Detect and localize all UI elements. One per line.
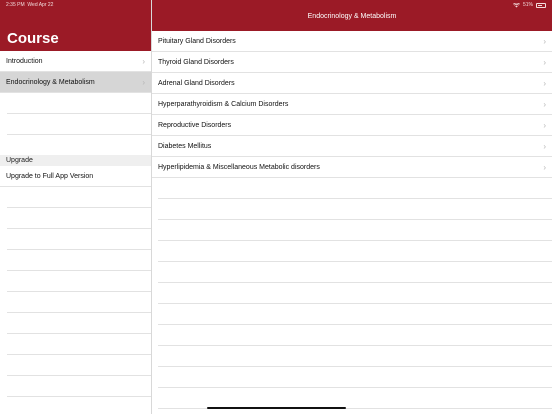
empty-row <box>158 325 552 346</box>
list-item-label: Hyperparathyroidism & Calcium Disorders <box>158 101 289 108</box>
list-item-label: Pituitary Gland Disorders <box>158 38 236 45</box>
section-header-upgrade: Upgrade <box>0 155 151 166</box>
list-item-label: Reproductive Disorders <box>158 122 232 129</box>
empty-row <box>7 271 151 292</box>
sidebar-item-label: Introduction <box>6 58 43 65</box>
status-date: Wed Apr 22 <box>27 2 54 8</box>
empty-row <box>7 250 151 271</box>
detail-pane <box>152 0 552 414</box>
list-item-thyroid[interactable] <box>152 52 552 73</box>
empty-row <box>158 304 552 325</box>
battery-percent: 51% <box>522 2 533 8</box>
list-item-label: Thyroid Gland Disorders <box>158 59 234 66</box>
wifi-icon <box>513 3 520 8</box>
empty-row <box>158 283 552 304</box>
empty-row <box>158 199 552 220</box>
empty-row <box>158 262 552 283</box>
empty-row <box>158 178 552 199</box>
list-item-hyperlipidemia[interactable] <box>152 157 552 178</box>
page-title: Endocrinology & Metabolism <box>307 13 397 20</box>
chevron-right-icon: › <box>543 58 546 67</box>
status-time <box>6 0 53 10</box>
empty-row <box>7 292 151 313</box>
list-item-label: Adrenal Gland Disorders <box>158 80 235 87</box>
empty-row <box>7 208 151 229</box>
status-bar <box>0 0 552 10</box>
list-item-hyperparathyroidism[interactable] <box>152 94 552 115</box>
status-clock: 2:35 PM <box>6 2 25 8</box>
empty-row <box>158 367 552 388</box>
list-item-pituitary[interactable] <box>152 31 552 52</box>
sidebar-item-introduction[interactable] <box>0 51 151 72</box>
list-item-reproductive[interactable] <box>152 115 552 136</box>
upgrade-button[interactable] <box>0 166 151 187</box>
empty-row <box>7 93 151 114</box>
status-indicators <box>513 0 546 10</box>
chevron-right-icon: › <box>543 163 546 172</box>
section-spacer <box>0 135 151 155</box>
empty-row <box>158 220 552 241</box>
list-item-diabetes[interactable] <box>152 136 552 157</box>
empty-row <box>7 187 151 208</box>
empty-row <box>7 114 151 135</box>
empty-row <box>158 241 552 262</box>
chevron-right-icon: › <box>543 121 546 130</box>
empty-row <box>7 376 151 397</box>
chevron-right-icon: › <box>543 79 546 88</box>
chevron-right-icon: › <box>142 57 145 66</box>
chevron-right-icon: › <box>543 100 546 109</box>
empty-row <box>7 313 151 334</box>
empty-row <box>7 229 151 250</box>
chevron-right-icon: › <box>142 78 145 87</box>
battery-icon <box>536 3 546 8</box>
sidebar-item-endocrinology[interactable] <box>0 72 151 93</box>
sidebar <box>0 0 152 414</box>
sidebar-item-label: Endocrinology & Metabolism <box>6 79 95 86</box>
list-item-adrenal[interactable] <box>152 73 552 94</box>
empty-row <box>7 334 151 355</box>
sidebar-title: Course <box>7 30 59 47</box>
list-item-label: Diabetes Mellitus <box>158 143 212 150</box>
empty-row <box>158 346 552 367</box>
empty-row <box>158 388 552 409</box>
empty-row <box>7 355 151 376</box>
list-item-label: Hyperlipidemia & Miscellaneous Metabolic disorders <box>158 164 320 171</box>
upgrade-label: Upgrade to Full App Version <box>6 173 94 180</box>
home-indicator[interactable] <box>207 407 346 409</box>
chevron-right-icon: › <box>543 142 546 151</box>
chevron-right-icon: › <box>543 37 546 46</box>
